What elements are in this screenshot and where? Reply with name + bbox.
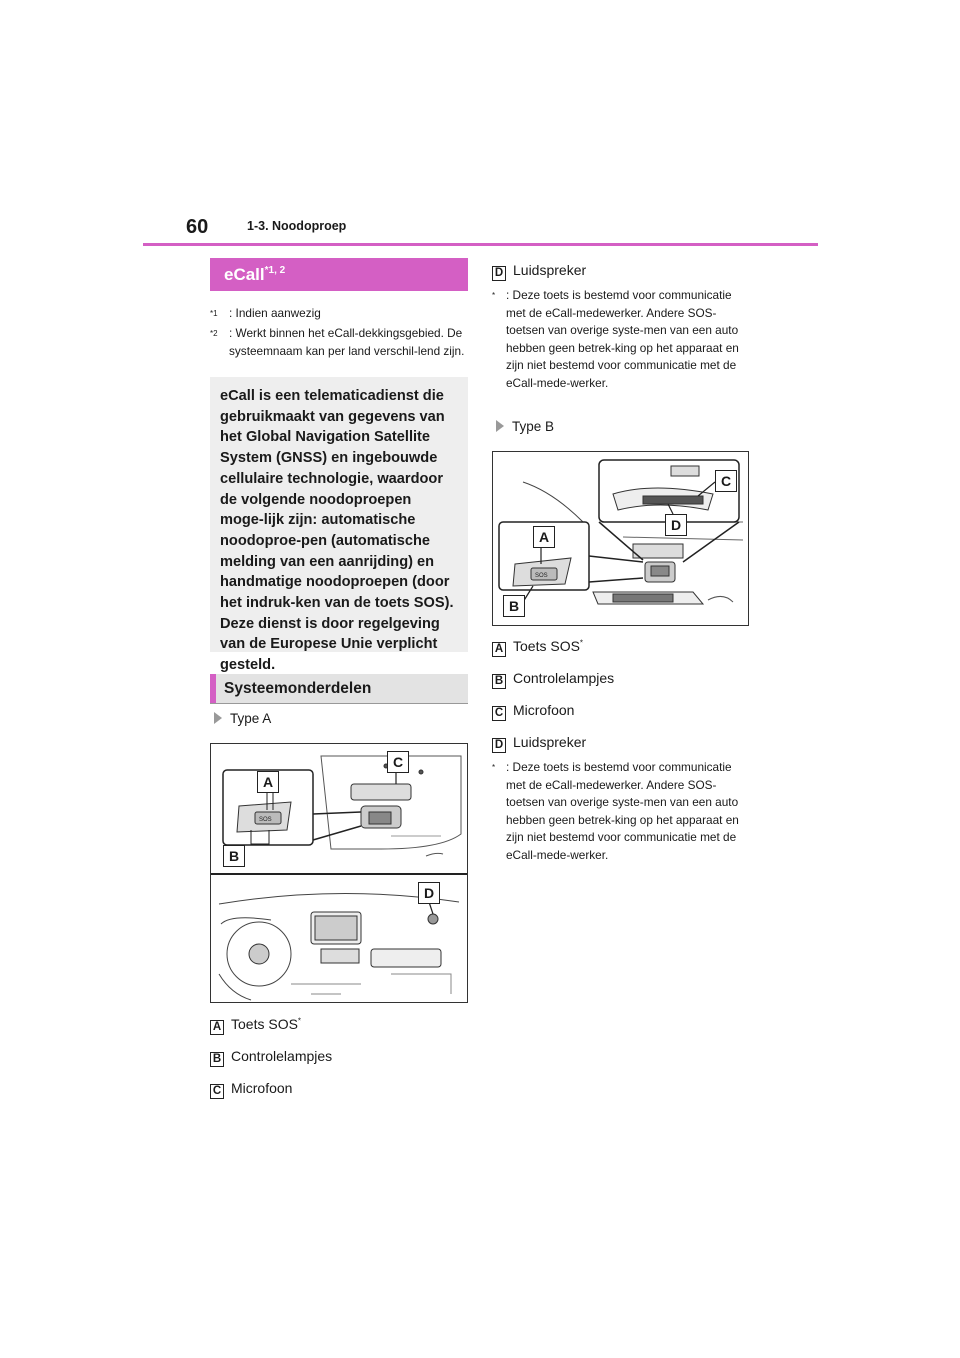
legend-text: Toets SOS bbox=[513, 638, 580, 654]
legend-key: B bbox=[210, 1052, 224, 1067]
type-b-text: Type B bbox=[512, 419, 555, 434]
triangle-bullet-icon bbox=[496, 420, 504, 432]
legend-sup: * bbox=[297, 1016, 302, 1026]
type-b-legend-a bbox=[492, 638, 583, 657]
section-title: 1-3. Noodoproep bbox=[247, 219, 347, 233]
legend-key: A bbox=[210, 1020, 224, 1035]
legend-text: Luidspreker bbox=[513, 734, 587, 750]
type-b-illustration bbox=[493, 452, 748, 625]
type-a-legend-b bbox=[210, 1048, 332, 1067]
footnote-mark: *1 bbox=[210, 309, 218, 318]
type-a-legend-a bbox=[210, 1016, 301, 1035]
svg-text:SOS: SOS bbox=[535, 573, 548, 579]
legend-key: B bbox=[492, 674, 506, 689]
ecall-heading-text: eCall bbox=[224, 265, 265, 284]
page-number: 60 bbox=[186, 216, 209, 238]
type-a-legend-c bbox=[210, 1080, 292, 1099]
legend-text: Microfoon bbox=[513, 702, 575, 718]
legend-text: Controlelampjes bbox=[513, 670, 615, 686]
legend-sup: * bbox=[579, 638, 584, 648]
components-heading: Systeemonderdelen bbox=[210, 674, 468, 704]
callout-a: A bbox=[533, 526, 555, 548]
legend-text: Microfoon bbox=[231, 1080, 293, 1096]
legend-key: C bbox=[210, 1084, 224, 1099]
triangle-bullet-icon bbox=[214, 712, 222, 724]
legend-key: C bbox=[492, 706, 506, 721]
footnote-1 bbox=[210, 305, 468, 323]
legend-key: A bbox=[492, 642, 506, 657]
components-heading-underline bbox=[210, 703, 468, 704]
callout-b: B bbox=[503, 595, 525, 617]
callout-a: A bbox=[257, 771, 279, 793]
legend-text: Controlelampjes bbox=[231, 1048, 333, 1064]
type-b-figure bbox=[492, 451, 749, 626]
intro-box bbox=[210, 377, 468, 674]
type-b-footnote bbox=[492, 759, 750, 864]
callout-d: D bbox=[418, 882, 440, 904]
footnote-text: : Deze toets is bestemd voor communicatie met de eCall-medewerker. Andere SOS-toetsen van overige syste-men van een auto hebben geen betrek-king op het apparaat en zijn niet bestemd voor communicatie met de eCall-mede-werker. bbox=[506, 288, 739, 390]
callout-c: C bbox=[387, 751, 409, 773]
header-rule bbox=[143, 243, 818, 246]
type-a-footnote bbox=[492, 287, 750, 392]
type-b-legend-b bbox=[492, 670, 614, 689]
ecall-heading-sup: *1, 2 bbox=[264, 265, 286, 276]
footnote-text: : Werkt binnen het eCall-dekkingsgebied. De systeemnaam kan per land verschil-lend zijn. bbox=[229, 326, 465, 358]
type-a-label bbox=[214, 711, 271, 726]
footnote-mark: *2 bbox=[210, 329, 218, 338]
type-a-text: Type A bbox=[230, 711, 272, 726]
footnote-text: : Indien aanwezig bbox=[229, 306, 321, 320]
footnote-mark: * bbox=[492, 291, 496, 300]
footnote-text: : Deze toets is bestemd voor communicatie met de eCall-medewerker. Andere SOS-toetsen van overige syste-men van een auto hebben geen betrek-king op het apparaat en zijn niet bestemd voor communicatie met de eCall-mede-werker. bbox=[506, 760, 739, 862]
type-b-label bbox=[496, 419, 554, 434]
legend-text: Luidspreker bbox=[513, 262, 587, 278]
type-a-figure bbox=[210, 743, 468, 1003]
callout-d: D bbox=[665, 514, 687, 536]
legend-text: Toets SOS bbox=[231, 1016, 298, 1032]
footnote-2 bbox=[210, 325, 468, 360]
type-a-legend-d bbox=[492, 262, 586, 281]
ecall-heading bbox=[210, 258, 468, 291]
callout-b: B bbox=[223, 845, 245, 867]
legend-key: D bbox=[492, 738, 506, 753]
footnote-mark: * bbox=[492, 763, 496, 772]
svg-text:SOS: SOS bbox=[259, 817, 272, 823]
intro-text: eCall is een telematicadienst die gebruikmaakt van gegevens van het Global Navigation Satellite System (GNSS) en ingebouwde cellulaire technologie, waardoor de volgende noodoproepen moge-lijk zijn: automatische noodoproe-pen (automatische melding van een aanrijding) en handmatige noodoproepen (door het indruk-ken van de toets SOS). Deze dienst is door regelgeving van de Europese Unie verplicht gesteld. bbox=[220, 388, 454, 674]
callout-c: C bbox=[715, 470, 737, 492]
legend-key: D bbox=[492, 266, 506, 281]
type-b-legend-c bbox=[492, 702, 574, 721]
type-b-legend-d bbox=[492, 734, 586, 753]
type-a-illustration bbox=[211, 744, 467, 1002]
